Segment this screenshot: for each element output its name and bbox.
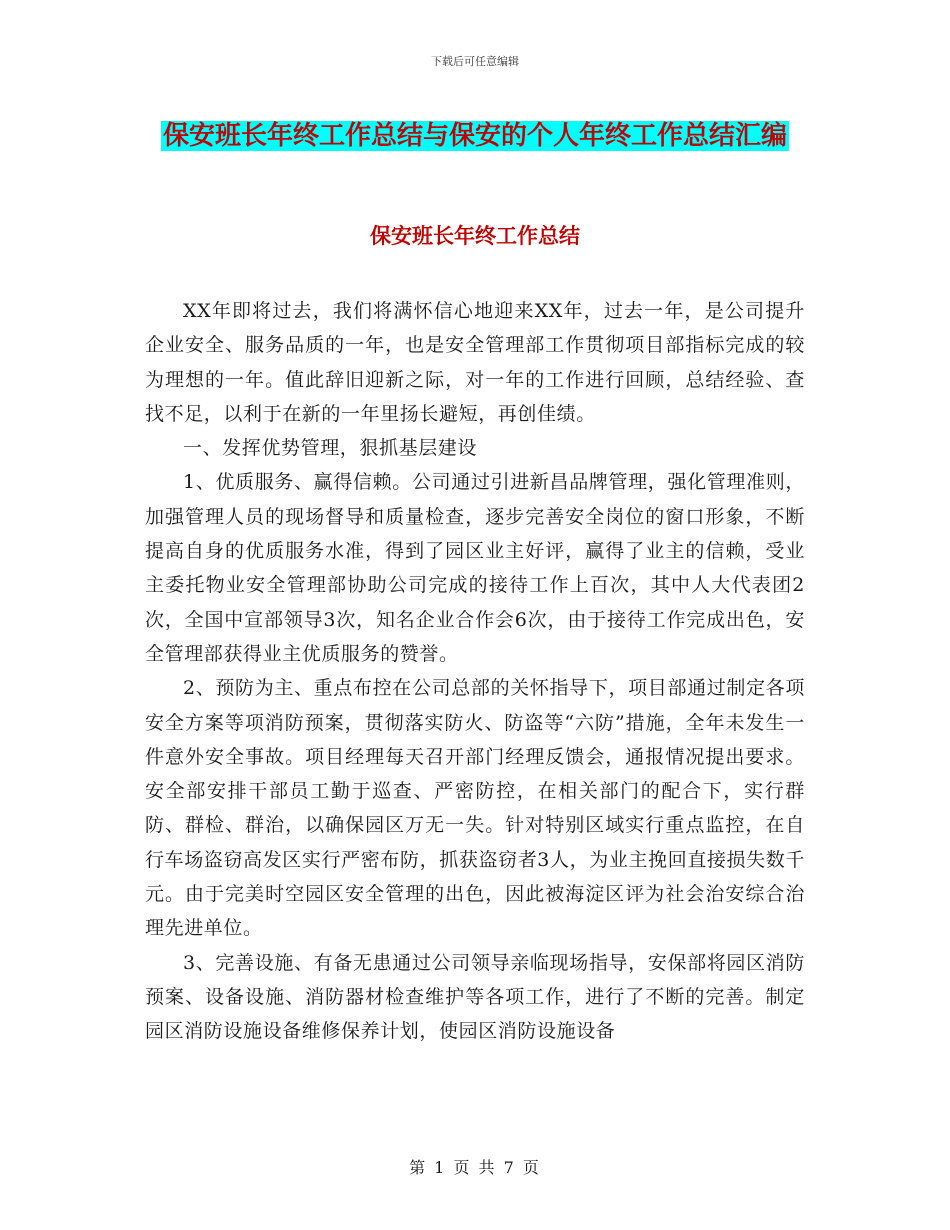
document-title-text: 保安班长年终工作总结与保安的个人年终工作总结汇编 [162,121,787,151]
document-title [140,114,810,158]
header-note: 下载后可任意编辑 [431,55,519,68]
page-number: 第 1 页 共 7 页 [409,1158,541,1177]
paragraph-item-2: 2、预防为主、重点布控在公司总部的关怀指导下，项目部通过制定各项安全方案等项消防预案，贯彻落实防火、防盗等“六防”措施，全年未发生一件意外安全事故。项目经理每天召开部门经理反馈会，通报情况提出要求。安全部安排干部员工勤于巡查、严密防控，在相关部门的配合下，实行群防、群检、群治，以确保园区万无一失。针对特别区域实行重点监控，在自行车场盗窃高发区实行严密布防，抓获盗窃者3人，为业主挽回直接损失数千元。由于完美时空园区安全管理的出色，因此被海淀区评为社会治安综合治理先进单位。 [145,677,805,940]
section-title: 保安班长年终工作总结 [370,224,580,248]
paragraph-item-3: 3、完善设施、有备无患通过公司领导亲临现场指导，安保部将园区消防预案、设备设施、消防器材检查维护等各项工作，进行了不断的完善。制定园区消防设施设备维修保养计划，使园区消防设施设备 [145,951,805,1043]
paragraph-heading-1: 一、发挥优势管理，狠抓基层建设 [183,437,478,460]
paragraph-intro: XX年即将过去，我们将满怀信心地迎来XX年，过去一年，是公司提升企业安全、服务品质的一年，也是安全管理部工作贯彻项目部指标完成的较为理想的一年。值此辞旧迎新之际，对一年的工作进行回顾，总结经验、查找不足，以利于在新的一年里扬长避短，再创佳绩。 [145,300,805,425]
paragraph-item-1: 1、优质服务、赢得信赖。公司通过引进新昌品牌管理，强化管理准则，加强管理人员的现场督导和质量检查，逐步完善安全岗位的窗口形象，不断提高自身的优质服务水准，得到了园区业主好评，赢得了业主的信赖，受业主委托物业安全管理部协助公司完成的接待工作上百次，其中人大代表团2次，全国中宣部领导3次，知名企业合作会6次，由于接待工作完成出色，安全管理部获得业主优质服务的赞誉。 [145,471,805,665]
document-body [145,294,805,1049]
